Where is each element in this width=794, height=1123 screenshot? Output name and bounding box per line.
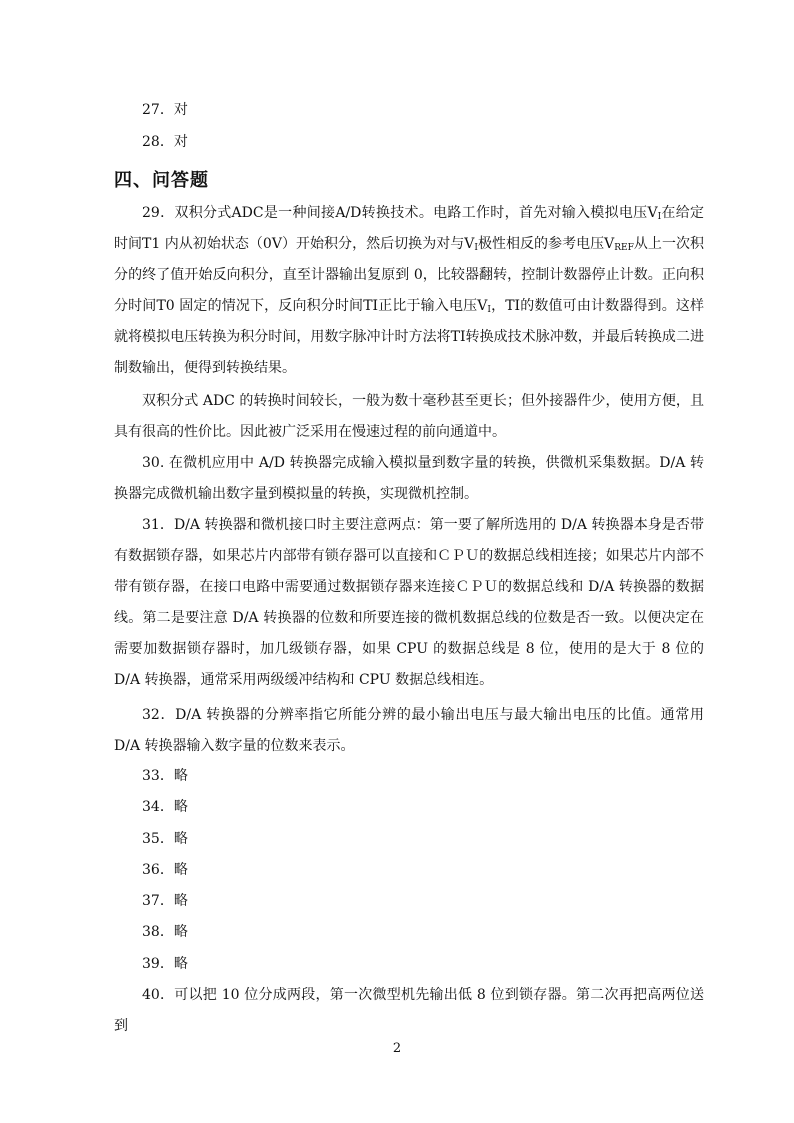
page-number: 2 (392, 1041, 402, 1056)
answer-34: 34．略 (142, 799, 188, 815)
answer-30: 30. 在微机应用中 A/D 转换器完成输入模拟量到数字量的转换，供微机采集数据。D/A 转换器完成微机输出数字量到模拟量的转换，实现微机控制。 (114, 455, 704, 502)
answer-35: 35．略 (142, 831, 188, 847)
answer-39: 39．略 (142, 956, 188, 972)
answer-29-paragraph-1: 29．双积分式ADC是一种间接A/D转换技术。电路工作时，首先对输入模拟电压$V_I$在给定时间T1 内从初始状态（0V）开始积分，然后切换为对与$V_I$极性相反的参考电压$V_{REF}$从上一次积分的终了值开始反向积分，直至计器输出复原到 0，比较器翻转，控制计数器停止计数。正向积分时间T0 固定的情况下，反向积分时间TI正比于输入电压$V_I$，TI的数值可由计数器得到。这样就将模拟电压转换为积分时间，用数字脉冲计时方法将TI转换成技术脉冲数，并最后转换成二进制数输出，便得到转换结果。 (114, 205, 704, 376)
answer-29-paragraph-2: 双积分式 ADC 的转换时间较长，一般为数十毫秒甚至更长；但外接器件少，使用方便，且具有很高的性价比。因此被广泛采用在慢速过程的前向通道中。 (114, 393, 704, 440)
answer-33: 33．略 (142, 768, 188, 784)
answer-38: 38．略 (142, 924, 188, 940)
answer-32: 32．D/A 转换器的分辨率指它所能分辨的最小输出电压与最大输出电压的比值。通常用 D/A 转换器输入数字量的位数来表示。 (114, 707, 704, 754)
answer-28: 28．对 (142, 134, 188, 150)
answer-29-number: 29． (142, 205, 175, 221)
answer-37: 37．略 (142, 893, 188, 909)
answer-27: 27．对 (142, 102, 188, 118)
answer-40: 40．可以把 10 位分成两段，第一次微型机先输出低 8 位到锁存器。第二次再把高两位送到 (114, 987, 704, 1034)
answer-36: 36．略 (142, 862, 188, 878)
section-heading: 四、问答题 (114, 170, 209, 191)
answer-31: 31．D/A 转换器和微机接口时主要注意两点：第一要了解所选用的 D/A 转换器本身是否带有数据锁存器，如果芯片内部带有锁存器可以直接和ＣＰＵ的数据总线相连接；如果芯片内部不带有锁存器，在接口电路中需要通过数据锁存器来连接ＣＰＵ的数据总线和 D/A 转换器的数据线。第二是要注意 D/A 转换器的位数和所要连接的微机数据总线的位数是否一致。以便决定在需要加数据锁存器时，加几级锁存器，如果 CPU 的数据总线是 8 位，使用的是大于 8 位的 D/A 转换器，通常采用两级缓冲结构和 CPU 数据总线相连。 (114, 517, 704, 688)
